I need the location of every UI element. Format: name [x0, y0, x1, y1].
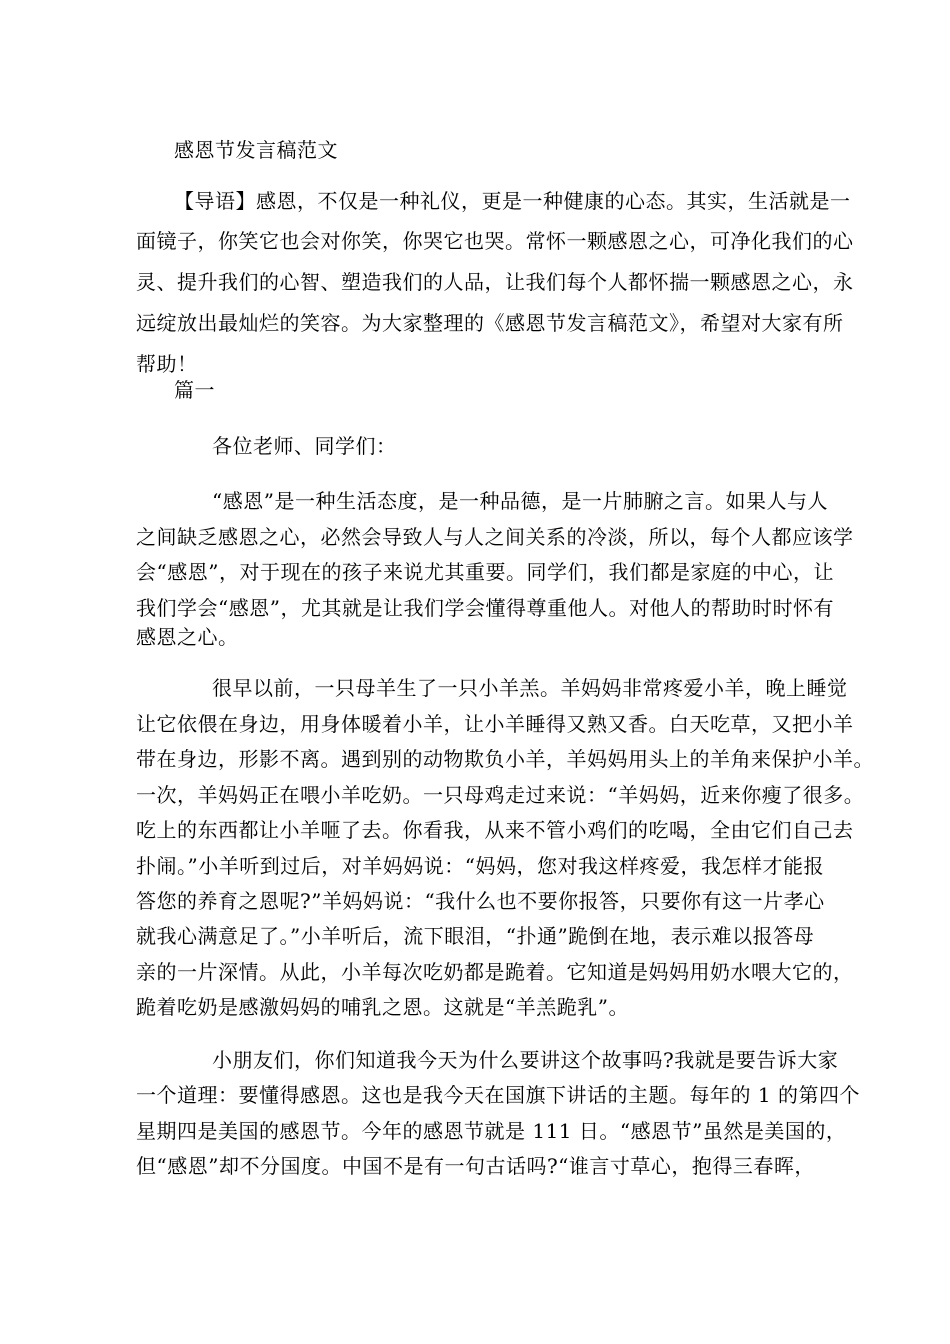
paragraph-line: 很早以前，一只母羊生了一只小羊羔。羊妈妈非常疼爱小羊，晚上睡觉 — [212, 676, 848, 700]
section-heading: 篇一 — [174, 378, 215, 402]
paragraph-line: 就我心满意足了。”小羊听后，流下眼泪，“扑通”跪倒在地，表示难以报答母 — [136, 924, 815, 948]
paragraph-line: 带在身边，形影不离。遇到别的动物欺负小羊，羊妈妈用头上的羊角来保护小羊。 — [136, 747, 874, 771]
paragraph-line: 星期四是美国的感恩节。今年的感恩节就是 111 日。“感恩节”虽然是美国的， — [136, 1119, 847, 1143]
paragraph-line: 会“感恩”，对于现在的孩子来说尤其重要。同学们，我们都是家庭的中心，让 — [136, 560, 834, 584]
paragraph-line: 小朋友们，你们知道我今天为什么要讲这个故事吗?我就是要告诉大家 — [212, 1048, 839, 1072]
paragraph-line: 一个道理：要懂得感恩。这也是我今天在国旗下讲话的主题。每年的 1 的第四个 — [136, 1083, 860, 1107]
paragraph-line: 之间缺乏感恩之心，必然会导致人与人之间关系的冷淡，所以，每个人都应该学 — [136, 525, 854, 549]
paragraph-line: 一次，羊妈妈正在喂小羊吃奶。一只母鸡走过来说：“羊妈妈，近来你瘦了很多。 — [136, 783, 865, 807]
paragraph-line: 扑闹。”小羊听到过后，对羊妈妈说：“妈妈，您对我这样疼爱，我怎样才能报 — [136, 854, 824, 878]
intro-line: 面镜子，你笑它也会对你笑，你哭它也哭。常怀一颗感恩之心，可净化我们的心 — [136, 229, 854, 253]
paragraph-line: 让它依偎在身边，用身体暖着小羊，让小羊睡得又熟又香。白天吃草，又把小羊 — [136, 712, 854, 736]
intro-line: 灵、提升我们的心智、塑造我们的人品，让我们每个人都怀揣一颗感恩之心，永 — [136, 270, 854, 294]
paragraph-line: 亲的一片深情。从此，小羊每次吃奶都是跪着。它知道是妈妈用奶水喂大它的， — [136, 960, 854, 984]
paragraph-line: 感恩之心。 — [136, 625, 239, 649]
greeting: 各位老师、同学们： — [212, 434, 397, 458]
paragraph-line: 但“感恩”却不分国度。中国不是有一句古话吗?“谁言寸草心，抱得三春晖， — [136, 1154, 815, 1178]
paragraph-line: 跪着吃奶是感激妈妈的哺乳之恩。这就是“羊羔跪乳”。 — [136, 995, 629, 1019]
document-title: 感恩节发言稿范文 — [174, 138, 338, 162]
intro-line: 远绽放出最灿烂的笑容。为大家整理的《感恩节发言稿范文》，希望对大家有所 — [136, 311, 844, 335]
paragraph-line: 我们学会“感恩”，尤其就是让我们学会懂得尊重他人。对他人的帮助时时怀有 — [136, 596, 834, 620]
paragraph-line: 吃上的东西都让小羊咂了去。你看我，从来不管小鸡们的吃喝，全由它们自己去 — [136, 818, 854, 842]
paragraph-line: 答您的养育之恩呢?”羊妈妈说：“我什么也不要你报答，只要你有这一片孝心 — [136, 889, 825, 913]
intro-line: 【导语】感恩，不仅是一种礼仪，更是一种健康的心态。其实，生活就是一 — [174, 189, 851, 213]
intro-line: 帮助！ — [136, 352, 198, 376]
paragraph-line: “感恩”是一种生活态度，是一种品德，是一片肺腑之言。如果人与人 — [212, 489, 828, 513]
